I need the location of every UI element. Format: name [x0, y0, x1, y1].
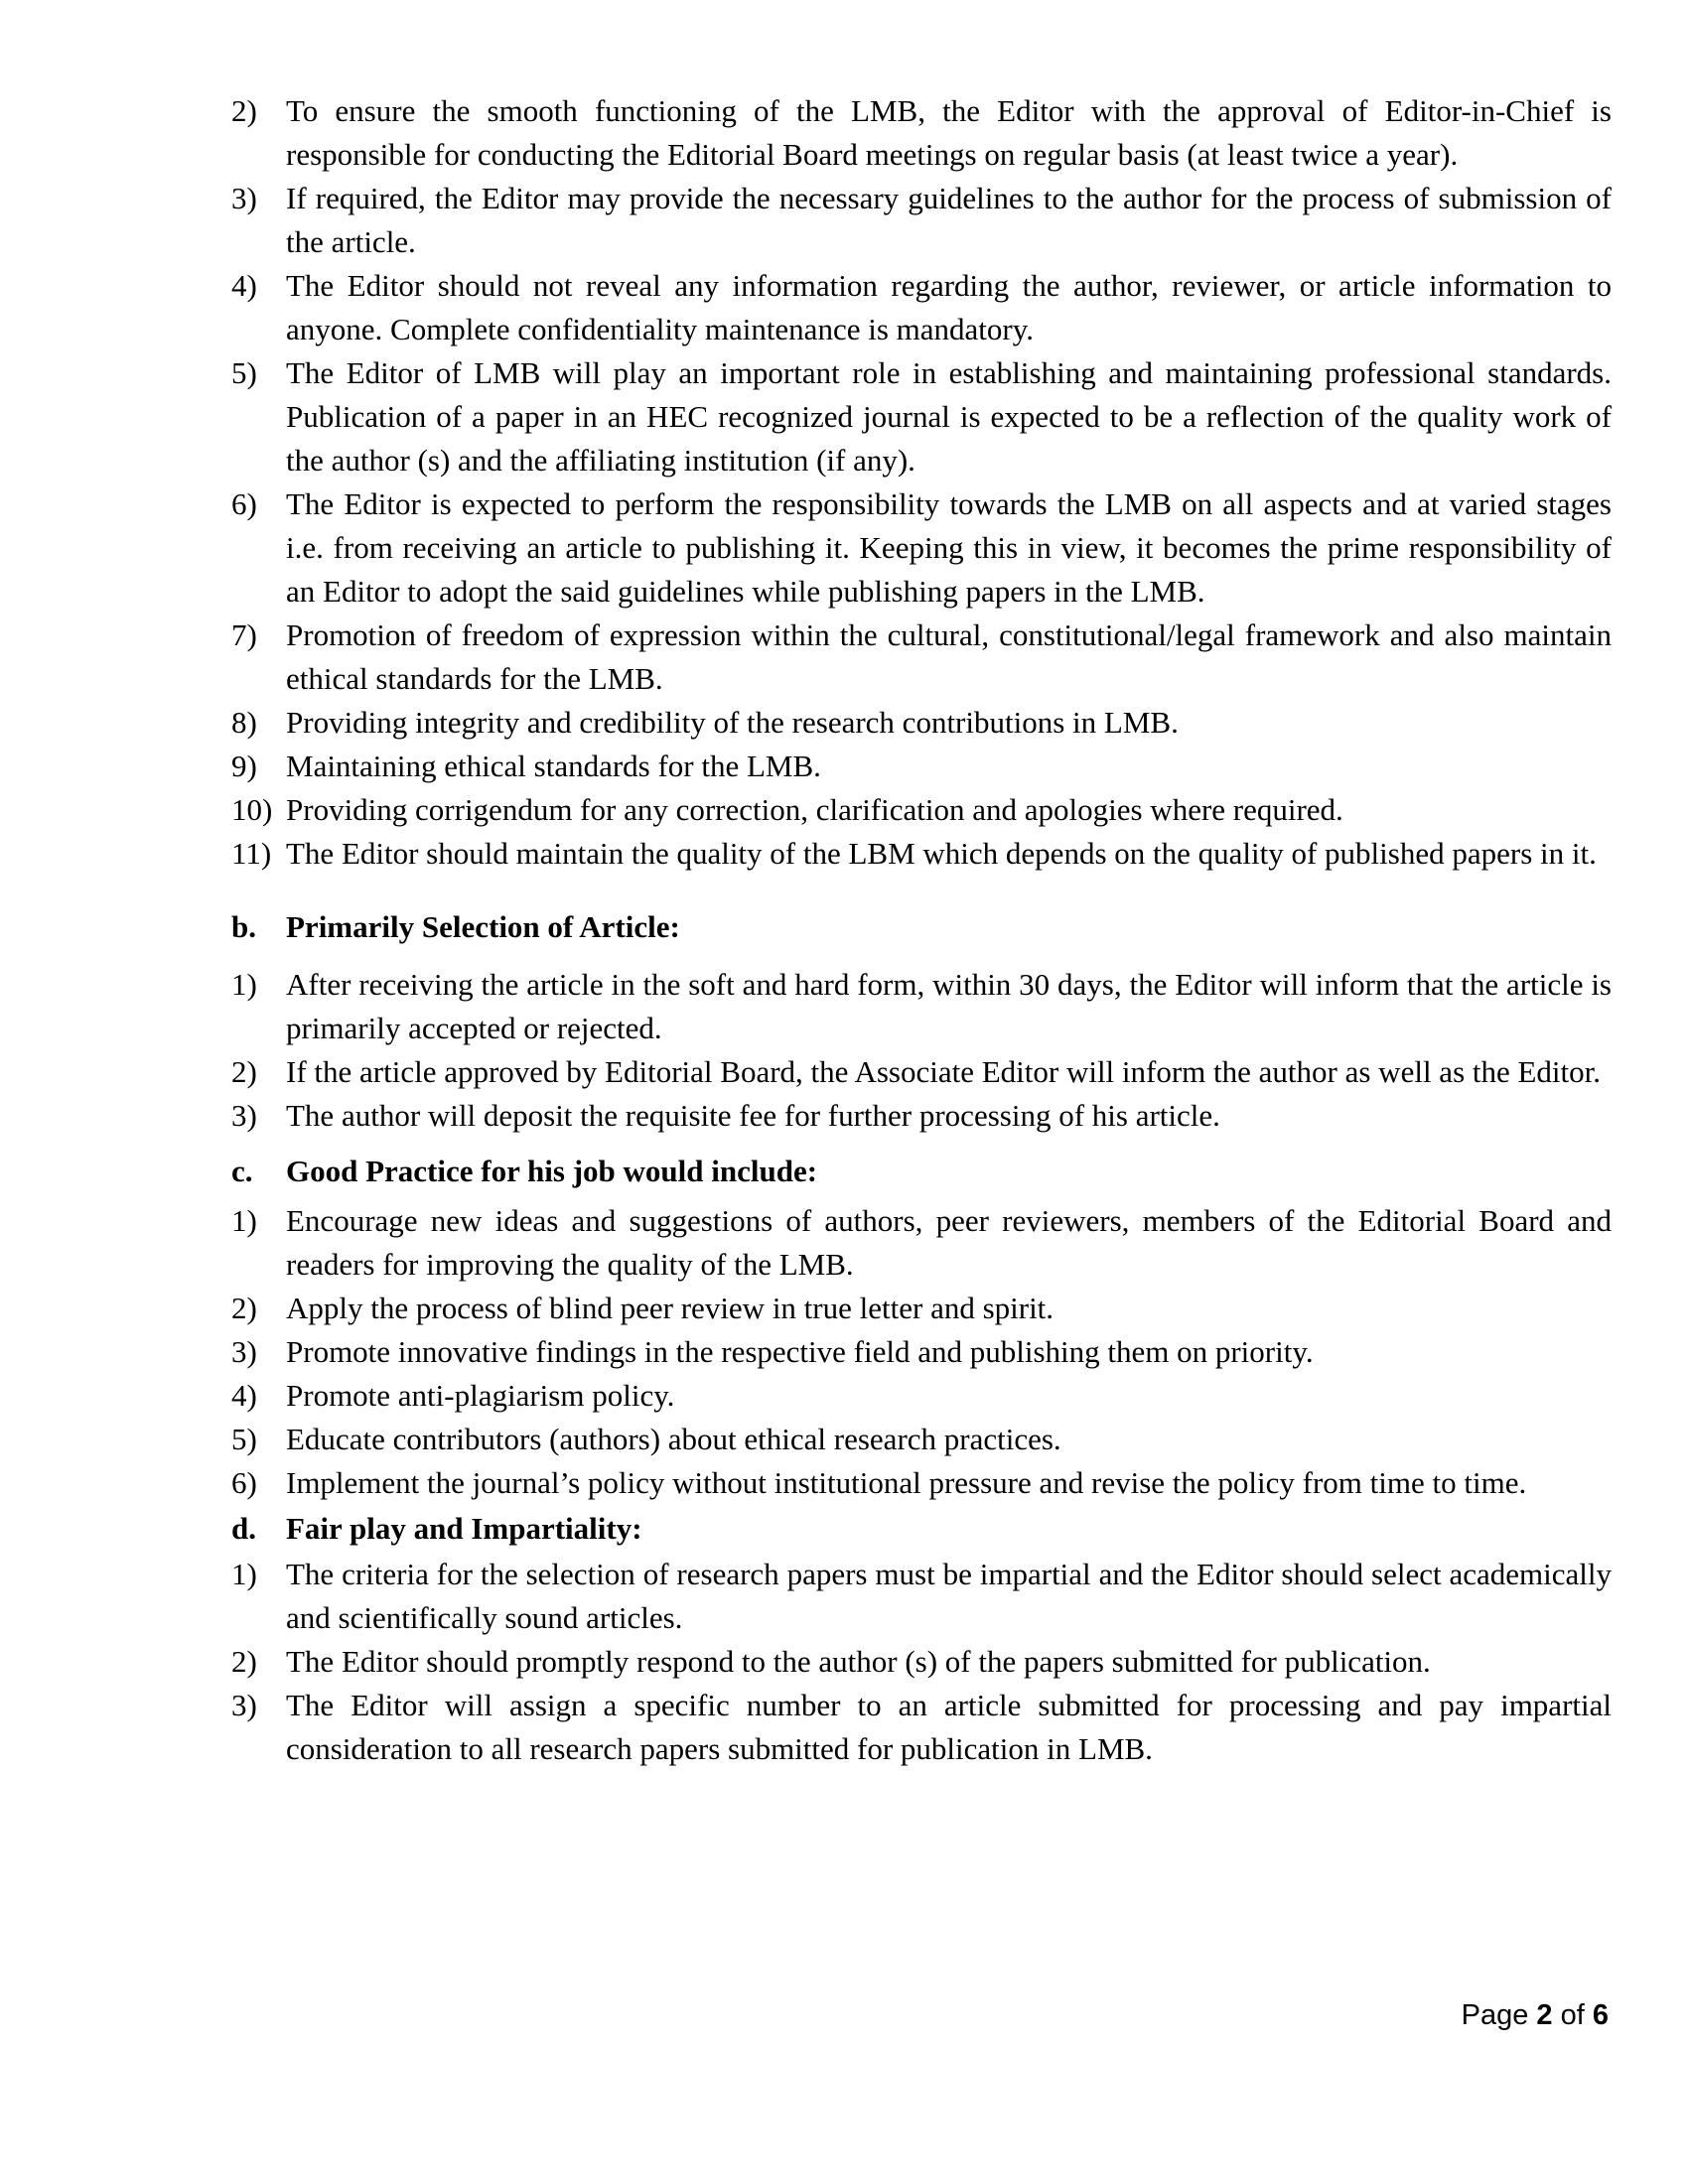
list-item	[231, 1094, 1612, 1138]
item-text: If the article approved by Editorial Board, the Associate Editor will inform the author as well as the Editor.	[286, 1054, 1602, 1089]
section-title: Primarily Selection of Article:	[286, 909, 680, 944]
item-text: Implement the journal’s policy without institutional pressure and revise the policy from time to time.	[286, 1465, 1527, 1500]
footer-of-label: of	[1552, 1999, 1593, 2031]
item-text: The Editor is expected to perform the responsibility towards the LMB on all aspects and at varied stages i.e. from receiving an article to publishing it. Keeping this in view, it becomes the prime responsibility of an Editor to adopt the said guidelines while publishing papers in the LMB.	[286, 486, 1612, 609]
item-number: 4)	[231, 268, 257, 303]
section-heading	[231, 1150, 1612, 1193]
item-number: 2)	[231, 1054, 257, 1089]
item-number: 3)	[231, 181, 257, 215]
list-item	[231, 614, 1612, 701]
list-item	[231, 1684, 1612, 1771]
item-text: Promote innovative findings in the respective field and publishing them on priority.	[286, 1334, 1314, 1369]
section-letter: c.	[231, 1154, 253, 1188]
item-text: The Editor should promptly respond to the author (s) of the papers submitted for publication.	[286, 1644, 1431, 1679]
section-title: Good Practice for his job would include:	[286, 1154, 818, 1188]
list-item	[231, 482, 1612, 614]
item-text: Educate contributors (authors) about ethical research practices.	[286, 1422, 1061, 1456]
item-number: 3)	[231, 1334, 257, 1369]
item-text: The author will deposit the requisite fee for further processing of his article.	[286, 1098, 1220, 1133]
list-item	[231, 1374, 1612, 1418]
item-text: If required, the Editor may provide the necessary guidelines to the author for the process of submission of the article.	[286, 181, 1612, 259]
item-text: The Editor of LMB will play an important role in establishing and maintaining professional standards. Publication of a paper in an HEC recognized journal is expected to be a reflection of the quality work of the author (s) and the affiliating institution (if any).	[286, 355, 1612, 478]
footer-total-pages: 6	[1592, 1999, 1609, 2031]
list-item	[231, 1050, 1612, 1094]
item-text: The Editor should maintain the quality of the LBM which depends on the quality of published papers in it.	[286, 836, 1597, 871]
item-text: The criteria for the selection of research papers must be impartial and the Editor should select academically and scientifically sound articles.	[286, 1557, 1612, 1635]
item-number: 1)	[231, 967, 257, 1002]
item-number: 11)	[231, 836, 272, 871]
section-letter: d.	[231, 1511, 256, 1546]
footer-page-label: Page	[1461, 1999, 1537, 2031]
item-number: 6)	[231, 486, 257, 521]
item-text: Maintaining ethical standards for the LMB.	[286, 749, 821, 783]
list-item	[231, 788, 1612, 832]
item-text: The Editor should not reveal any information regarding the author, reviewer, or article information to anyone. Complete confidentiality maintenance is mandatory.	[286, 268, 1612, 346]
section-title: Fair play and Impartiality:	[286, 1511, 642, 1546]
item-text: The Editor will assign a specific number to an article submitted for processing and pay impartial consideration to all research papers submitted for publication in LMB.	[286, 1688, 1612, 1766]
list-item	[231, 1287, 1612, 1330]
item-number: 6)	[231, 1465, 257, 1500]
list-item	[231, 1330, 1612, 1374]
list-item	[231, 1418, 1612, 1461]
list-item	[231, 701, 1612, 745]
item-number: 2)	[231, 1644, 257, 1679]
item-number: 4)	[231, 1378, 257, 1413]
section-heading	[231, 905, 1612, 949]
item-number: 9)	[231, 749, 257, 783]
item-number: 2)	[231, 1291, 257, 1325]
item-text: Encourage new ideas and suggestions of authors, peer reviewers, members of the Editorial Board and readers for improving the quality of the LMB.	[286, 1203, 1612, 1282]
item-number: 8)	[231, 705, 257, 740]
document-content	[231, 89, 1612, 1771]
list-item	[231, 1553, 1612, 1640]
item-number: 5)	[231, 1422, 257, 1456]
list-item	[231, 832, 1612, 876]
footer-current-page: 2	[1536, 1999, 1553, 2031]
item-text: Promote anti-plagiarism policy.	[286, 1378, 675, 1413]
page-footer	[1462, 1997, 1609, 2033]
item-number: 1)	[231, 1557, 257, 1591]
item-text: Promotion of freedom of expression within the cultural, constitutional/legal framework and also maintain ethical standards for the LMB.	[286, 617, 1612, 696]
list-item	[231, 745, 1612, 788]
item-text: Providing integrity and credibility of the research contributions in LMB.	[286, 705, 1179, 740]
section-heading	[231, 1507, 1612, 1551]
item-number: 2)	[231, 93, 257, 128]
item-number: 3)	[231, 1098, 257, 1133]
item-text: To ensure the smooth functioning of the LMB, the Editor with the approval of Editor-in-Chief is responsible for conducting the Editorial Board meetings on regular basis (at least twice a year).	[286, 93, 1612, 172]
item-number: 3)	[231, 1688, 257, 1722]
list-item	[231, 351, 1612, 482]
item-number: 5)	[231, 355, 257, 390]
item-text: After receiving the article in the soft and hard form, within 30 days, the Editor will inform that the article is primarily accepted or rejected.	[286, 967, 1612, 1045]
item-number: 10)	[231, 792, 273, 827]
list-item	[231, 177, 1612, 264]
list-item	[231, 1640, 1612, 1684]
item-number: 7)	[231, 617, 257, 652]
item-number: 1)	[231, 1203, 257, 1238]
list-item	[231, 264, 1612, 351]
section-letter: b.	[231, 909, 256, 944]
item-text: Apply the process of blind peer review in true letter and spirit.	[286, 1291, 1055, 1325]
list-item	[231, 89, 1612, 177]
list-item	[231, 1199, 1612, 1287]
item-text: Providing corrigendum for any correction, clarification and apologies where required.	[286, 792, 1343, 827]
list-item	[231, 963, 1612, 1050]
list-item	[231, 1461, 1612, 1505]
